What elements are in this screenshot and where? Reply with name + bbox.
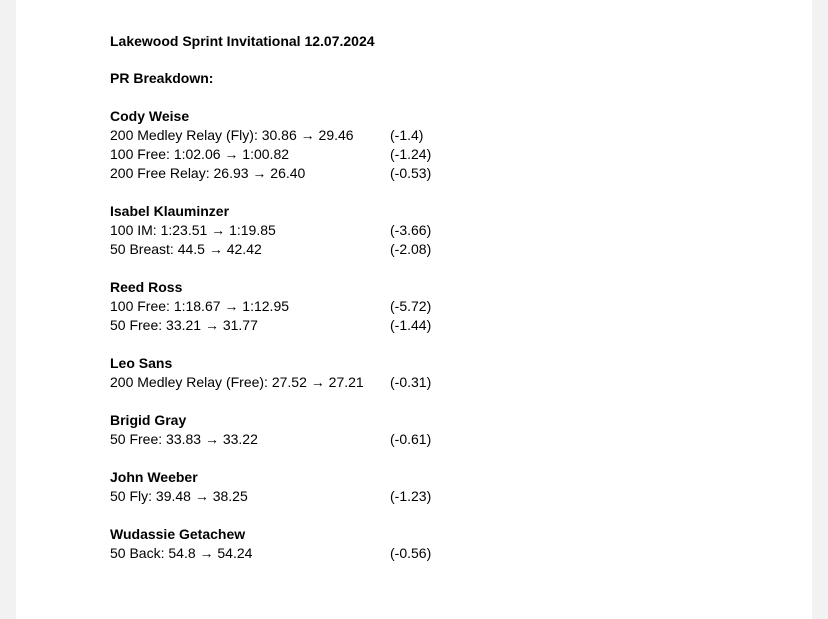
swimmer-block <box>110 468 710 506</box>
event-times: 200 Free Relay: 26.93 → 26.40 <box>110 165 306 181</box>
time-improvement: (-1.24) <box>390 146 432 162</box>
time-improvement: (-1.44) <box>390 317 432 333</box>
event-row <box>110 297 710 316</box>
event-row <box>110 373 710 392</box>
swimmer-name: Leo Sans <box>110 355 173 371</box>
event-row <box>110 126 710 145</box>
swimmer-name: Wudassie Getachew <box>110 526 246 542</box>
event-row <box>110 430 710 449</box>
time-improvement: (-5.72) <box>390 298 432 314</box>
section-heading: PR Breakdown: <box>110 70 214 86</box>
swimmer-block <box>110 411 710 449</box>
time-improvement: (-0.56) <box>390 545 432 561</box>
time-improvement: (-0.31) <box>390 374 432 390</box>
swimmer-name: Reed Ross <box>110 279 183 295</box>
event-times: 100 IM: 1:23.51 → 1:19.85 <box>110 222 276 238</box>
event-times: 50 Back: 54.8 → 54.24 <box>110 545 253 561</box>
event-times: 100 Free: 1:02.06 → 1:00.82 <box>110 146 290 162</box>
event-row <box>110 240 710 259</box>
event-times: 50 Free: 33.21 → 31.77 <box>110 317 258 333</box>
event-row <box>110 487 710 506</box>
time-improvement: (-1.4) <box>390 127 424 143</box>
swimmer-block <box>110 278 710 335</box>
event-times: 50 Free: 33.83 → 33.22 <box>110 431 258 447</box>
swimmer-name: Isabel Klauminzer <box>110 203 230 219</box>
event-row <box>110 145 710 164</box>
event-row <box>110 164 710 183</box>
time-improvement: (-0.61) <box>390 431 432 447</box>
swimmer-name: Cody Weise <box>110 108 190 124</box>
swimmer-list <box>110 107 710 563</box>
time-improvement: (-3.66) <box>390 222 432 238</box>
document-page <box>16 0 812 619</box>
time-improvement: (-0.53) <box>390 165 432 181</box>
swimmer-name: Brigid Gray <box>110 412 187 428</box>
event-times: 50 Breast: 44.5 → 42.42 <box>110 241 262 257</box>
document-content <box>110 32 710 582</box>
event-times: 50 Fly: 39.48 → 38.25 <box>110 488 248 504</box>
event-times: 200 Medley Relay (Fly): 30.86 → 29.46 <box>110 127 354 143</box>
time-improvement: (-1.23) <box>390 488 432 504</box>
event-row <box>110 221 710 240</box>
swimmer-block <box>110 525 710 563</box>
event-times: 200 Medley Relay (Free): 27.52 → 27.21 <box>110 374 364 390</box>
swimmer-block <box>110 354 710 392</box>
swimmer-block <box>110 202 710 259</box>
swimmer-block <box>110 107 710 183</box>
event-row <box>110 316 710 335</box>
time-improvement: (-2.08) <box>390 241 432 257</box>
event-row <box>110 544 710 563</box>
swimmer-name: John Weeber <box>110 469 198 485</box>
event-times: 100 Free: 1:18.67 → 1:12.95 <box>110 298 290 314</box>
document-title: Lakewood Sprint Invitational 12.07.2024 <box>110 33 375 49</box>
